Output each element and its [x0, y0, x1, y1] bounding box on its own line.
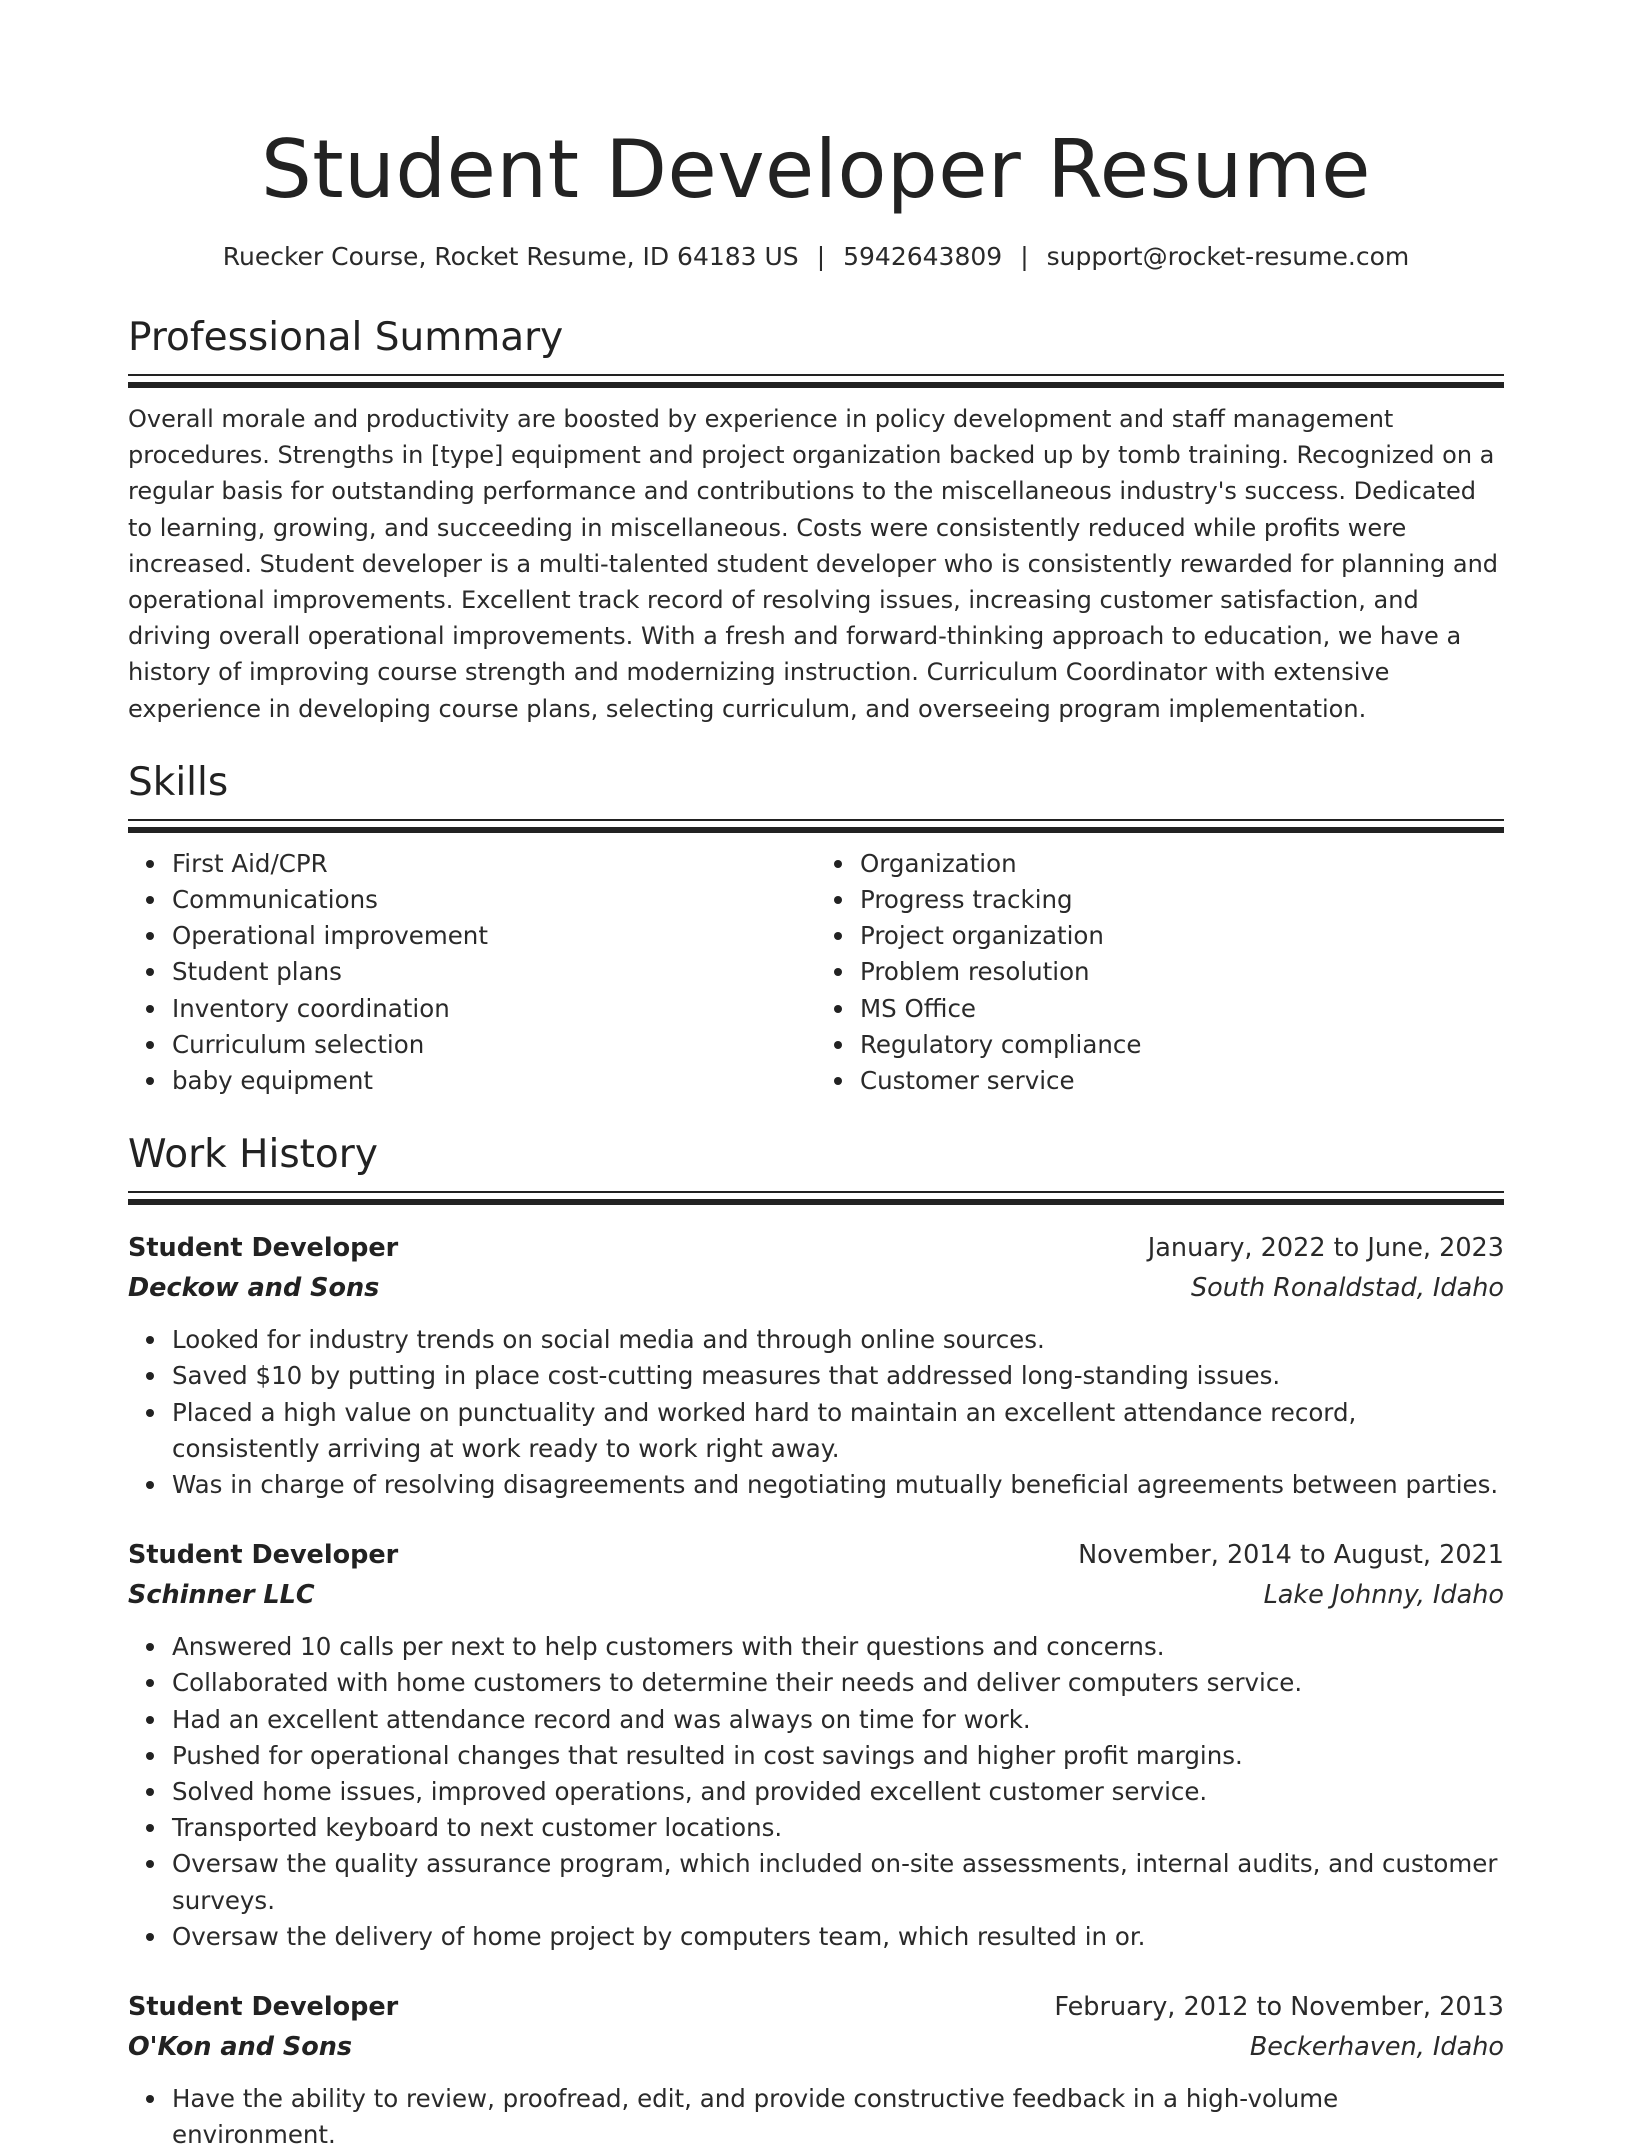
contact-email: support@rocket-resume.com [1046, 242, 1410, 271]
skills-columns [128, 846, 1504, 1099]
job-duty: Answered 10 calls per next to help customers with their questions and concerns. [172, 1629, 1504, 1665]
contact-separator: | [816, 242, 826, 271]
contact-phone: 5942643809 [843, 242, 1003, 271]
contact-separator: | [1020, 242, 1029, 271]
job-location: Lake Johnny, Idaho [1263, 1580, 1504, 1611]
skill-item: Problem resolution [860, 954, 1504, 990]
skill-item: Student plans [172, 954, 816, 990]
job-duties-list [128, 1629, 1504, 1955]
contact-line [128, 240, 1504, 274]
skill-item: First Aid/CPR [172, 846, 816, 882]
job-entry [128, 1535, 1504, 1955]
skill-item: Progress tracking [860, 882, 1504, 918]
job-subheader [128, 1268, 1504, 1308]
job-company: Schinner LLC [128, 1580, 315, 1611]
job-duties-list [128, 1322, 1504, 1503]
section-heading-work: Work History [128, 1132, 378, 1178]
job-company: O'Kon and Sons [128, 2032, 353, 2063]
job-duty: Placed a high value on punctuality and worked hard to maintain an excellent attendance record, consistently arriving at work ready to work right away. [172, 1395, 1504, 1467]
skill-item: MS Office [860, 991, 1504, 1027]
job-dates: February, 2012 to November, 2013 [1054, 1992, 1504, 2023]
skill-item: Curriculum selection [172, 1027, 816, 1063]
job-duty: Looked for industry trends on social media and through online sources. [172, 1322, 1504, 1358]
job-duty: Collaborated with home customers to determine their needs and deliver computers service. [172, 1665, 1504, 1701]
skill-item: Project organization [860, 918, 1504, 954]
work-history-section [128, 1129, 1504, 2153]
skill-item: Communications [172, 882, 816, 918]
job-subheader [128, 1575, 1504, 1615]
job-dates: November, 2014 to August, 2021 [1078, 1540, 1504, 1571]
job-title: Student Developer [128, 1540, 399, 1571]
skill-item: Customer service [860, 1063, 1504, 1099]
section-divider [128, 374, 1504, 389]
skills-section [128, 757, 1504, 1099]
section-divider [128, 1191, 1504, 1206]
skill-item: baby equipment [172, 1063, 816, 1099]
job-entry [128, 1228, 1504, 1503]
job-duty: Have the ability to review, proofread, edit, and provide constructive feedback in a high-volume environment. [172, 2081, 1504, 2153]
job-company: Deckow and Sons [128, 1273, 380, 1304]
job-duty: Transported keyboard to next customer locations. [172, 1810, 1504, 1846]
job-duties-list [128, 2081, 1504, 2153]
skills-list-left [128, 846, 816, 1099]
skill-item: Operational improvement [172, 918, 816, 954]
job-duty: Had an excellent attendance record and was always on time for work. [172, 1702, 1504, 1738]
contact-address: Ruecker Course, Rocket Resume, ID 64183 US [222, 242, 799, 271]
professional-summary-section [128, 312, 1504, 727]
skill-item: Organization [860, 846, 1504, 882]
job-dates: January, 2022 to June, 2023 [1147, 1233, 1504, 1264]
section-heading-summary: Professional Summary [128, 315, 564, 360]
job-title: Student Developer [128, 1233, 399, 1264]
section-divider [128, 819, 1504, 834]
job-duty: Saved $10 by putting in place cost-cutting measures that addressed long-standing issues. [172, 1358, 1504, 1394]
job-entry [128, 1987, 1504, 2153]
job-duty: Oversaw the quality assurance program, which included on-site assessments, internal audits, and customer surveys. [172, 1846, 1504, 1918]
resume-title: Student Developer Resume [261, 123, 1371, 216]
job-duty: Pushed for operational changes that resulted in cost savings and higher profit margins. [172, 1738, 1504, 1774]
job-location: South Ronaldstad, Idaho [1191, 1273, 1504, 1304]
job-duty: Solved home issues, improved operations, and provided excellent customer service. [172, 1774, 1504, 1810]
job-header [128, 1228, 1504, 1268]
job-header [128, 1987, 1504, 2027]
job-title: Student Developer [128, 1992, 399, 2023]
job-duty: Was in charge of resolving disagreements and negotiating mutually beneficial agreements between parties. [172, 1467, 1504, 1503]
job-header [128, 1535, 1504, 1575]
job-duty: Oversaw the delivery of home project by computers team, which resulted in or. [172, 1919, 1504, 1955]
job-location: Beckerhaven, Idaho [1249, 2032, 1504, 2063]
skills-list-right [816, 846, 1504, 1099]
skill-item: Inventory coordination [172, 991, 816, 1027]
skill-item: Regulatory compliance [860, 1027, 1504, 1063]
summary-text: Overall morale and productivity are boosted by experience in policy development and staff management procedures. Strengths in [type] equipment and project organization backed up by tomb training. Recognized on a regular basis for outstanding performance and contributions to the miscellaneous industry's success. Dedicated to learning, growing, and succeeding in miscellaneous. Costs were consistently reduced while profits were increased. Student developer is a multi-talented student developer who is consistently rewarded for planning and operational improvements. Excellent track record of resolving issues, increasing customer satisfaction, and driving overall operational improvements. With a fresh and forward-thinking approach to education, we have a history of improving course strength and modernizing instruction. Curriculum Coordinator with extensive experience in developing course plans, selecting curriculum, and overseeing program implementation. [128, 405, 1499, 723]
section-heading-skills: Skills [128, 759, 229, 805]
job-subheader [128, 2027, 1504, 2067]
